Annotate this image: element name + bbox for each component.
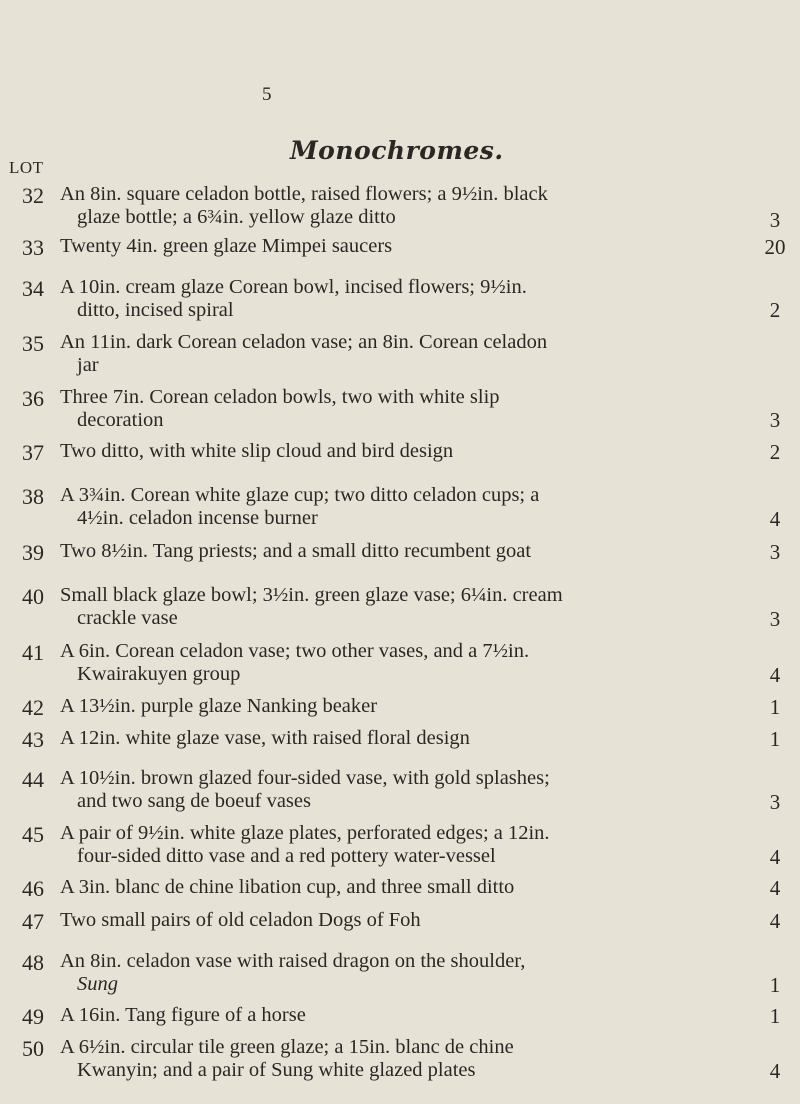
lot-description-line: four-sided ditto vase and a red pottery water-vessel xyxy=(77,845,496,867)
lot-quantity: 3 xyxy=(769,408,781,432)
lot-description-line: Kwanyin; and a pair of Sung white glazed plates xyxy=(77,1059,476,1081)
lot-description-line: crackle vase xyxy=(77,607,178,629)
lot-number: 36 xyxy=(22,386,44,411)
lot-description-line: Two 8½in. Tang priests; and a small ditto recumbent goat xyxy=(60,540,532,562)
lot-description-line: A 3¾in. Corean white glaze cup; two ditto celadon cups; a xyxy=(60,484,540,506)
lot-description xyxy=(60,484,725,530)
lot-quantity: 4 xyxy=(769,507,781,531)
lot-column-label: LOT xyxy=(9,158,44,177)
lot-description-line: A 12in. white glaze vase, with raised floral design xyxy=(60,727,470,749)
lot-description xyxy=(60,386,725,432)
lot-description xyxy=(60,440,725,463)
lot-description-line: Twenty 4in. green glaze Mimpei saucers xyxy=(60,235,393,257)
lot-quantity: 4 xyxy=(769,876,781,900)
lot-quantity: 1 xyxy=(769,1004,781,1028)
page-number: 5 xyxy=(262,84,272,105)
lot-description-line: Three 7in. Corean celadon bowls, two with white slip xyxy=(60,386,500,408)
lot-description-line: A 6in. Corean celadon vase; two other vases, and a 7½in. xyxy=(60,640,530,662)
section-heading: Monochromes. xyxy=(290,136,504,165)
lot-quantity: 2 xyxy=(769,440,781,464)
lot-quantity: 1 xyxy=(769,973,781,997)
lot-quantity: 4 xyxy=(769,845,781,869)
lot-description-line: Kwairakuyen group xyxy=(77,663,241,685)
lot-description-line: decoration xyxy=(77,409,164,431)
lot-description xyxy=(60,1004,725,1027)
lot-quantity: 3 xyxy=(769,790,781,814)
lot-description-line: A 10½in. brown glazed four-sided vase, with gold splashes; xyxy=(60,767,550,789)
lot-description xyxy=(60,822,725,868)
lot-description-line: An 8in. square celadon bottle, raised flowers; a 9½in. black xyxy=(60,183,548,205)
lot-number: 47 xyxy=(22,909,44,934)
lot-quantity: 3 xyxy=(769,607,781,631)
lot-description-line: An 11in. dark Corean celadon vase; an 8in. Corean celadon xyxy=(60,331,548,353)
lot-description xyxy=(60,331,725,377)
lot-quantity: 4 xyxy=(769,663,781,687)
lot-quantity: 2 xyxy=(769,298,781,322)
lot-description-line: jar xyxy=(77,354,99,376)
lot-description-line: Small black glaze bowl; 3½in. green glaze vase; 6¼in. cream xyxy=(60,584,563,606)
lot-quantity: 1 xyxy=(769,695,781,719)
lot-number: 39 xyxy=(22,540,44,565)
lot-description-line: An 8in. celadon vase with raised dragon on the shoulder, xyxy=(60,950,526,972)
lot-number: 37 xyxy=(22,440,44,465)
lot-quantity: 3 xyxy=(769,208,781,232)
lot-description xyxy=(60,183,725,229)
lot-description-line: A 16in. Tang figure of a horse xyxy=(60,1004,306,1026)
lot-number: 50 xyxy=(22,1036,44,1061)
lot-description xyxy=(60,695,725,718)
lot-quantity: 1 xyxy=(769,727,781,751)
lot-description xyxy=(60,640,725,686)
lot-description xyxy=(60,584,725,630)
lot-description xyxy=(60,909,725,932)
lot-quantity: 3 xyxy=(769,540,781,564)
lot-description-line: Sung xyxy=(77,973,118,995)
lot-description-line: A 13½in. purple glaze Nanking beaker xyxy=(60,695,378,717)
lot-description xyxy=(60,540,725,563)
lot-number: 43 xyxy=(22,727,44,752)
lot-description xyxy=(60,767,725,813)
lot-description-line: and two sang de boeuf vases xyxy=(77,790,311,812)
lot-description-line: Two small pairs of old celadon Dogs of Foh xyxy=(60,909,421,931)
lot-number: 44 xyxy=(22,767,44,792)
lot-description xyxy=(60,235,725,258)
lot-description xyxy=(60,950,725,996)
lot-description-line: Two ditto, with white slip cloud and bird design xyxy=(60,440,454,462)
lot-number: 38 xyxy=(22,484,44,509)
lot-number: 48 xyxy=(22,950,44,975)
lot-number: 40 xyxy=(22,584,44,609)
lot-number: 33 xyxy=(22,235,44,260)
lot-number: 45 xyxy=(22,822,44,847)
lot-quantity: 4 xyxy=(769,909,781,933)
lot-number: 41 xyxy=(22,640,44,665)
lot-number: 34 xyxy=(22,276,44,301)
lot-description-line: ditto, incised spiral xyxy=(77,299,234,321)
lot-number: 32 xyxy=(22,183,44,208)
lot-description-line: A pair of 9½in. white glaze plates, perforated edges; a 12in. xyxy=(60,822,550,844)
lot-number: 49 xyxy=(22,1004,44,1029)
lot-description xyxy=(60,1036,725,1082)
lot-number: 46 xyxy=(22,876,44,901)
lot-description-line: A 6½in. circular tile green glaze; a 15in. blanc de chine xyxy=(60,1036,514,1058)
lot-quantity: 4 xyxy=(769,1059,781,1083)
lot-quantity: 20 xyxy=(764,235,786,259)
lot-description-line: glaze bottle; a 6¾in. yellow glaze ditto xyxy=(77,206,396,228)
lot-number: 35 xyxy=(22,331,44,356)
lot-description xyxy=(60,876,725,899)
lot-description-line: A 3in. blanc de chine libation cup, and three small ditto xyxy=(60,876,515,898)
lot-description-line: 4½in. celadon incense burner xyxy=(77,507,318,529)
lot-number: 42 xyxy=(22,695,44,720)
lot-description xyxy=(60,276,725,322)
lot-description-line: A 10in. cream glaze Corean bowl, incised flowers; 9½in. xyxy=(60,276,527,298)
lot-description xyxy=(60,727,725,750)
